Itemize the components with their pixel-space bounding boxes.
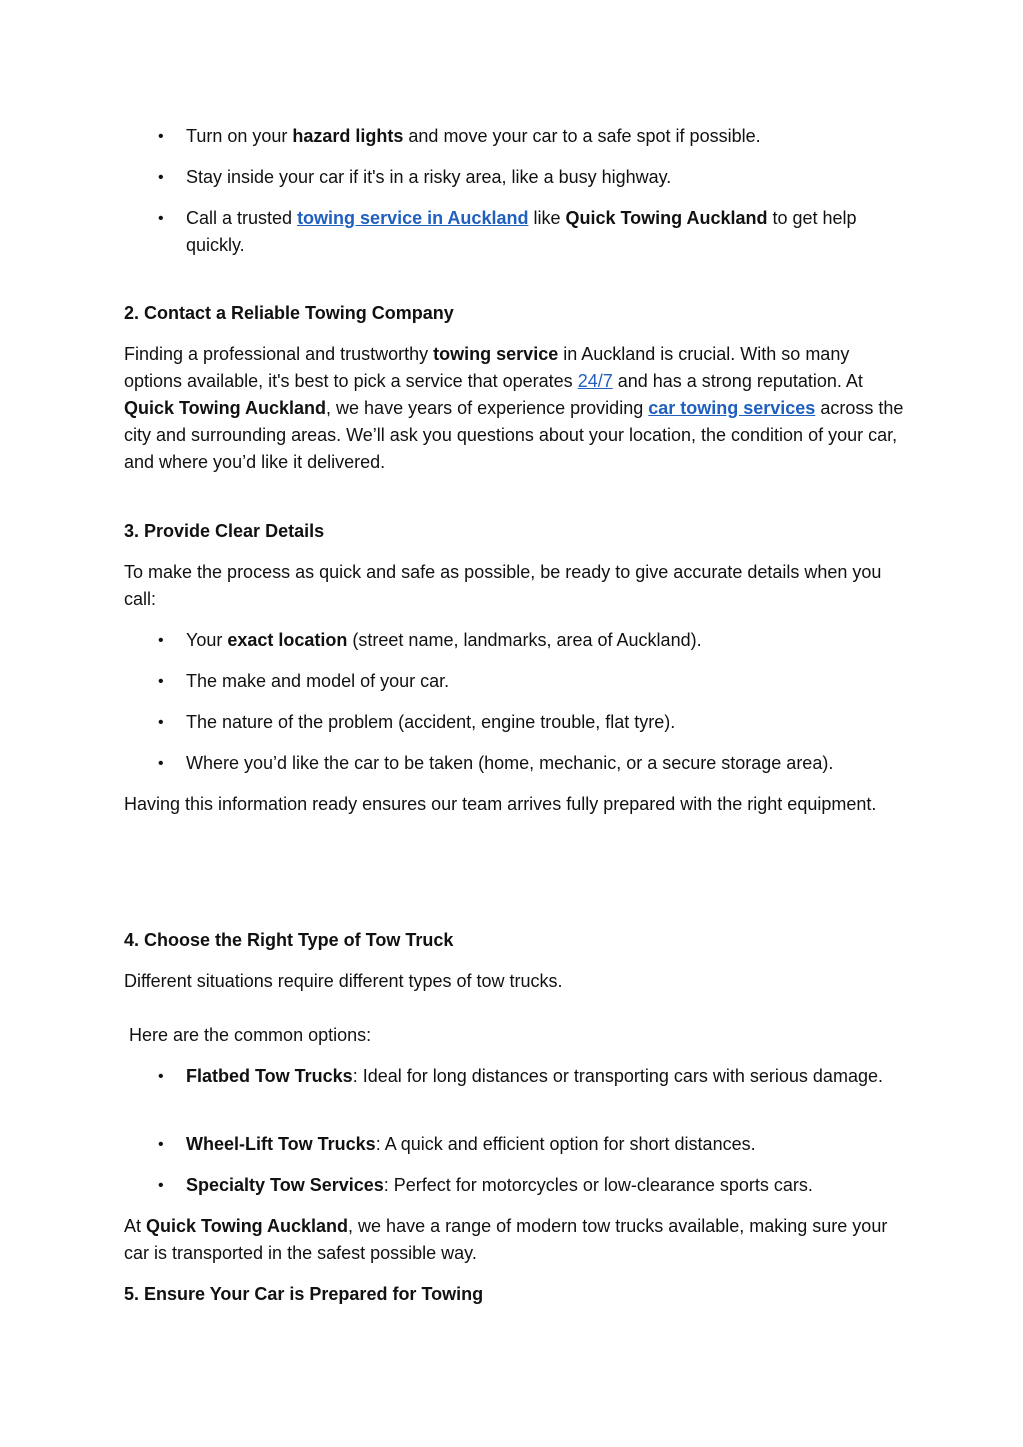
list-item: • Your exact location (street name, landmarks, area of Auckland). xyxy=(186,627,906,654)
bullet-icon: • xyxy=(158,1136,164,1153)
paragraph: Having this information ready ensures our team arrives fully prepared with the right equipment. xyxy=(124,794,877,814)
bullet-icon: • xyxy=(158,714,164,731)
bullet-icon: • xyxy=(158,755,164,772)
bullet-icon: • xyxy=(158,128,164,145)
car-towing-services-link[interactable]: car towing services xyxy=(648,398,816,418)
section-heading: 5. Ensure Your Car is Prepared for Towing xyxy=(124,1284,484,1304)
list-item: • The make and model of your car. xyxy=(186,668,906,695)
list-item: • Turn on your hazard lights and move your car to a safe spot if possible. xyxy=(186,123,906,150)
bullet-icon: • xyxy=(158,632,164,649)
list-item: • Where you’d like the car to be taken (home, mechanic, or a secure storage area). xyxy=(186,750,906,777)
list-item: • Flatbed Tow Trucks: Ideal for long distances or transporting cars with serious damage. xyxy=(186,1063,906,1090)
twenty-four-seven-link[interactable]: 24/7 xyxy=(577,371,613,391)
paragraph: At Quick Towing Auckland, we have a range of modern tow trucks available, making sure your car is transported in the safest possible way. xyxy=(124,1216,888,1263)
bullet-icon: • xyxy=(158,673,164,690)
bullet-icon: • xyxy=(158,169,164,186)
paragraph: To make the process as quick and safe as possible, be ready to give accurate details when you call: xyxy=(124,562,882,609)
bullet-icon: • xyxy=(158,1068,164,1085)
paragraph: Here are the common options: xyxy=(124,1025,372,1045)
section-heading: 4. Choose the Right Type of Tow Truck xyxy=(124,930,454,950)
bullet-icon: • xyxy=(158,210,164,227)
list-item: • Call a trusted towing service in Auckland like Quick Towing Auckland to get help quickly. xyxy=(186,205,906,259)
paragraph: Different situations require different types of tow trucks. xyxy=(124,971,563,991)
paragraph: Finding a professional and trustworthy towing service in Auckland is crucial. With so many options available, it's best to pick a service that operates 24/7 and has a strong reputation. At Quick Towing Auckland, we have years of experience providing car towing services across the city and surrounding areas. We’ll ask you questions about your location, the condition of your car, and where you’d like it delivered. xyxy=(124,344,904,472)
section-heading: 2. Contact a Reliable Towing Company xyxy=(124,303,454,323)
section-heading: 3. Provide Clear Details xyxy=(124,521,325,541)
list-item: • Wheel-Lift Tow Trucks: A quick and efficient option for short distances. xyxy=(186,1131,906,1158)
list-item: • The nature of the problem (accident, engine trouble, flat tyre). xyxy=(186,709,906,736)
bullet-icon: • xyxy=(158,1177,164,1194)
list-item: • Stay inside your car if it's in a risky area, like a busy highway. xyxy=(186,164,906,191)
towing-service-link[interactable]: towing service in Auckland xyxy=(297,208,529,228)
list-item: • Specialty Tow Services: Perfect for motorcycles or low-clearance sports cars. xyxy=(186,1172,906,1199)
